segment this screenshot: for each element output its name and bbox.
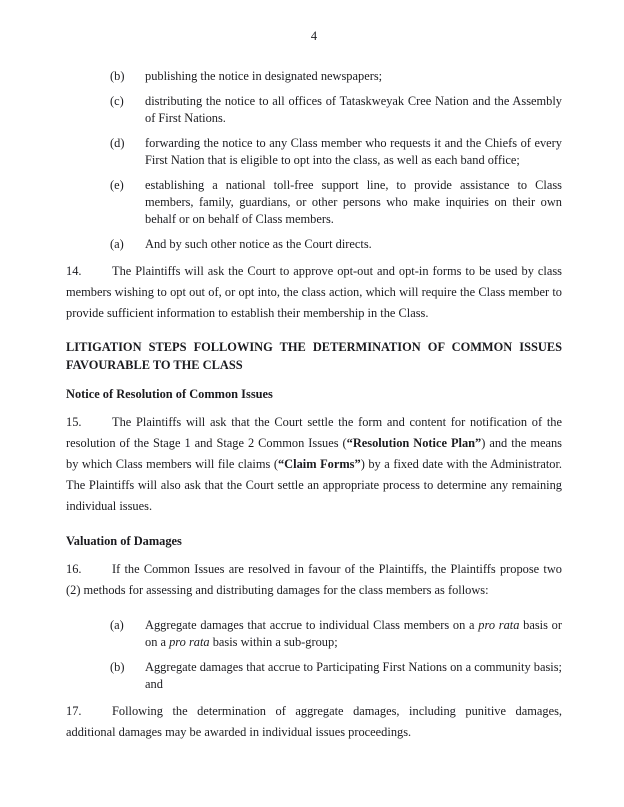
- paragraph-17: [66, 701, 562, 743]
- paragraph-text-run: ) and the means by which Class members will file claims (: [66, 436, 562, 471]
- section-heading-line2: FAVOURABLE TO THE CLASS: [66, 358, 243, 372]
- paragraph-16: [66, 559, 562, 601]
- section-heading-litigation-steps: [66, 338, 562, 374]
- list-item-text-run: basis or on a: [145, 618, 562, 649]
- list-item: [66, 177, 562, 228]
- page-number: 4: [310, 29, 318, 43]
- list-item-text: publishing the notice in designated newspapers;: [145, 69, 383, 83]
- paragraph-text: Following the determination of aggregate damages, including punitive damages, additional damages may be awarded in individual issues proceedings.: [66, 704, 562, 739]
- paragraph-text-run: The Plaintiffs will ask that the Court settle the form and content for notification of the resolution of the Stage 1 and Stage 2 Common Issues (: [66, 415, 562, 450]
- list-item-text: distributing the notice to all offices of Tataskweyak Cree Nation and the Assembly of First Nations.: [145, 94, 562, 125]
- paragraph-text: The Plaintiffs will ask the Court to approve opt-out and opt-in forms to be used by class members wishing to opt out of, or opt into, the class action, which will require the Class member to provide sufficient information to establish their membership in the Class.: [66, 264, 562, 320]
- list-item-text-run: Aggregate damages that accrue to individual Class members on a: [145, 618, 479, 632]
- list-item-text-run: basis within a sub-group;: [209, 635, 338, 649]
- subheading-notice-of-resolution: Notice of Resolution of Common Issues: [66, 387, 273, 401]
- list-item-text: Aggregate damages that accrue to Participating First Nations on a community basis; and: [145, 660, 562, 691]
- list-item: [66, 617, 562, 651]
- notice-methods-list: [66, 68, 562, 253]
- list-item-text: forwarding the notice to any Class member who requests it and the Chiefs of every First Nation that is eligible to opt into the class, as well as each band office;: [145, 136, 562, 167]
- list-item: [66, 659, 562, 693]
- paragraph-14: [66, 261, 562, 324]
- list-item-label: (d): [110, 136, 125, 150]
- list-item: [66, 135, 562, 169]
- paragraph-15: [66, 412, 562, 517]
- subheading-valuation-of-damages: Valuation of Damages: [66, 534, 182, 548]
- defined-term-claim-forms: “Claim Forms”: [277, 457, 361, 471]
- latin-term-pro-rata: pro rata: [169, 635, 210, 649]
- list-item-label: (e): [110, 178, 124, 192]
- list-item-label: (b): [110, 660, 125, 674]
- paragraph-number: 16.: [66, 562, 82, 576]
- paragraph-text: If the Common Issues are resolved in favour of the Plaintiffs, the Plaintiffs propose two (2) methods for assessing and distributing damages for the class members as follows:: [66, 562, 562, 597]
- list-item: [66, 236, 562, 253]
- list-item-text: establishing a national toll-free support line, to provide assistance to Class members, family, guardians, or other persons who make inquiries on their own behalf or on behalf of Class members.: [145, 178, 562, 226]
- damages-methods-list: [66, 617, 562, 693]
- list-item-text: And by such other notice as the Court directs.: [145, 237, 372, 251]
- list-item-label: (c): [110, 94, 124, 108]
- paragraph-number: 17.: [66, 704, 82, 718]
- latin-term-pro-rata: pro rata: [478, 618, 520, 632]
- list-item: [66, 68, 562, 85]
- paragraph-text-run: ) by a fixed date with the Administrator. The Plaintiffs will also ask that the Court settle an appropriate process to determine any remaining individual issues.: [66, 457, 562, 513]
- paragraph-number: 15.: [66, 415, 82, 429]
- list-item-label: (b): [110, 69, 125, 83]
- list-item: [66, 93, 562, 127]
- list-item-label: (a): [110, 237, 124, 251]
- section-heading-line1: LITIGATION STEPS FOLLOWING THE DETERMINATION OF COMMON ISSUES: [66, 340, 562, 354]
- paragraph-number: 14.: [66, 264, 82, 278]
- list-item-label: (a): [110, 618, 124, 632]
- defined-term-resolution-notice-plan: “Resolution Notice Plan”: [346, 436, 482, 450]
